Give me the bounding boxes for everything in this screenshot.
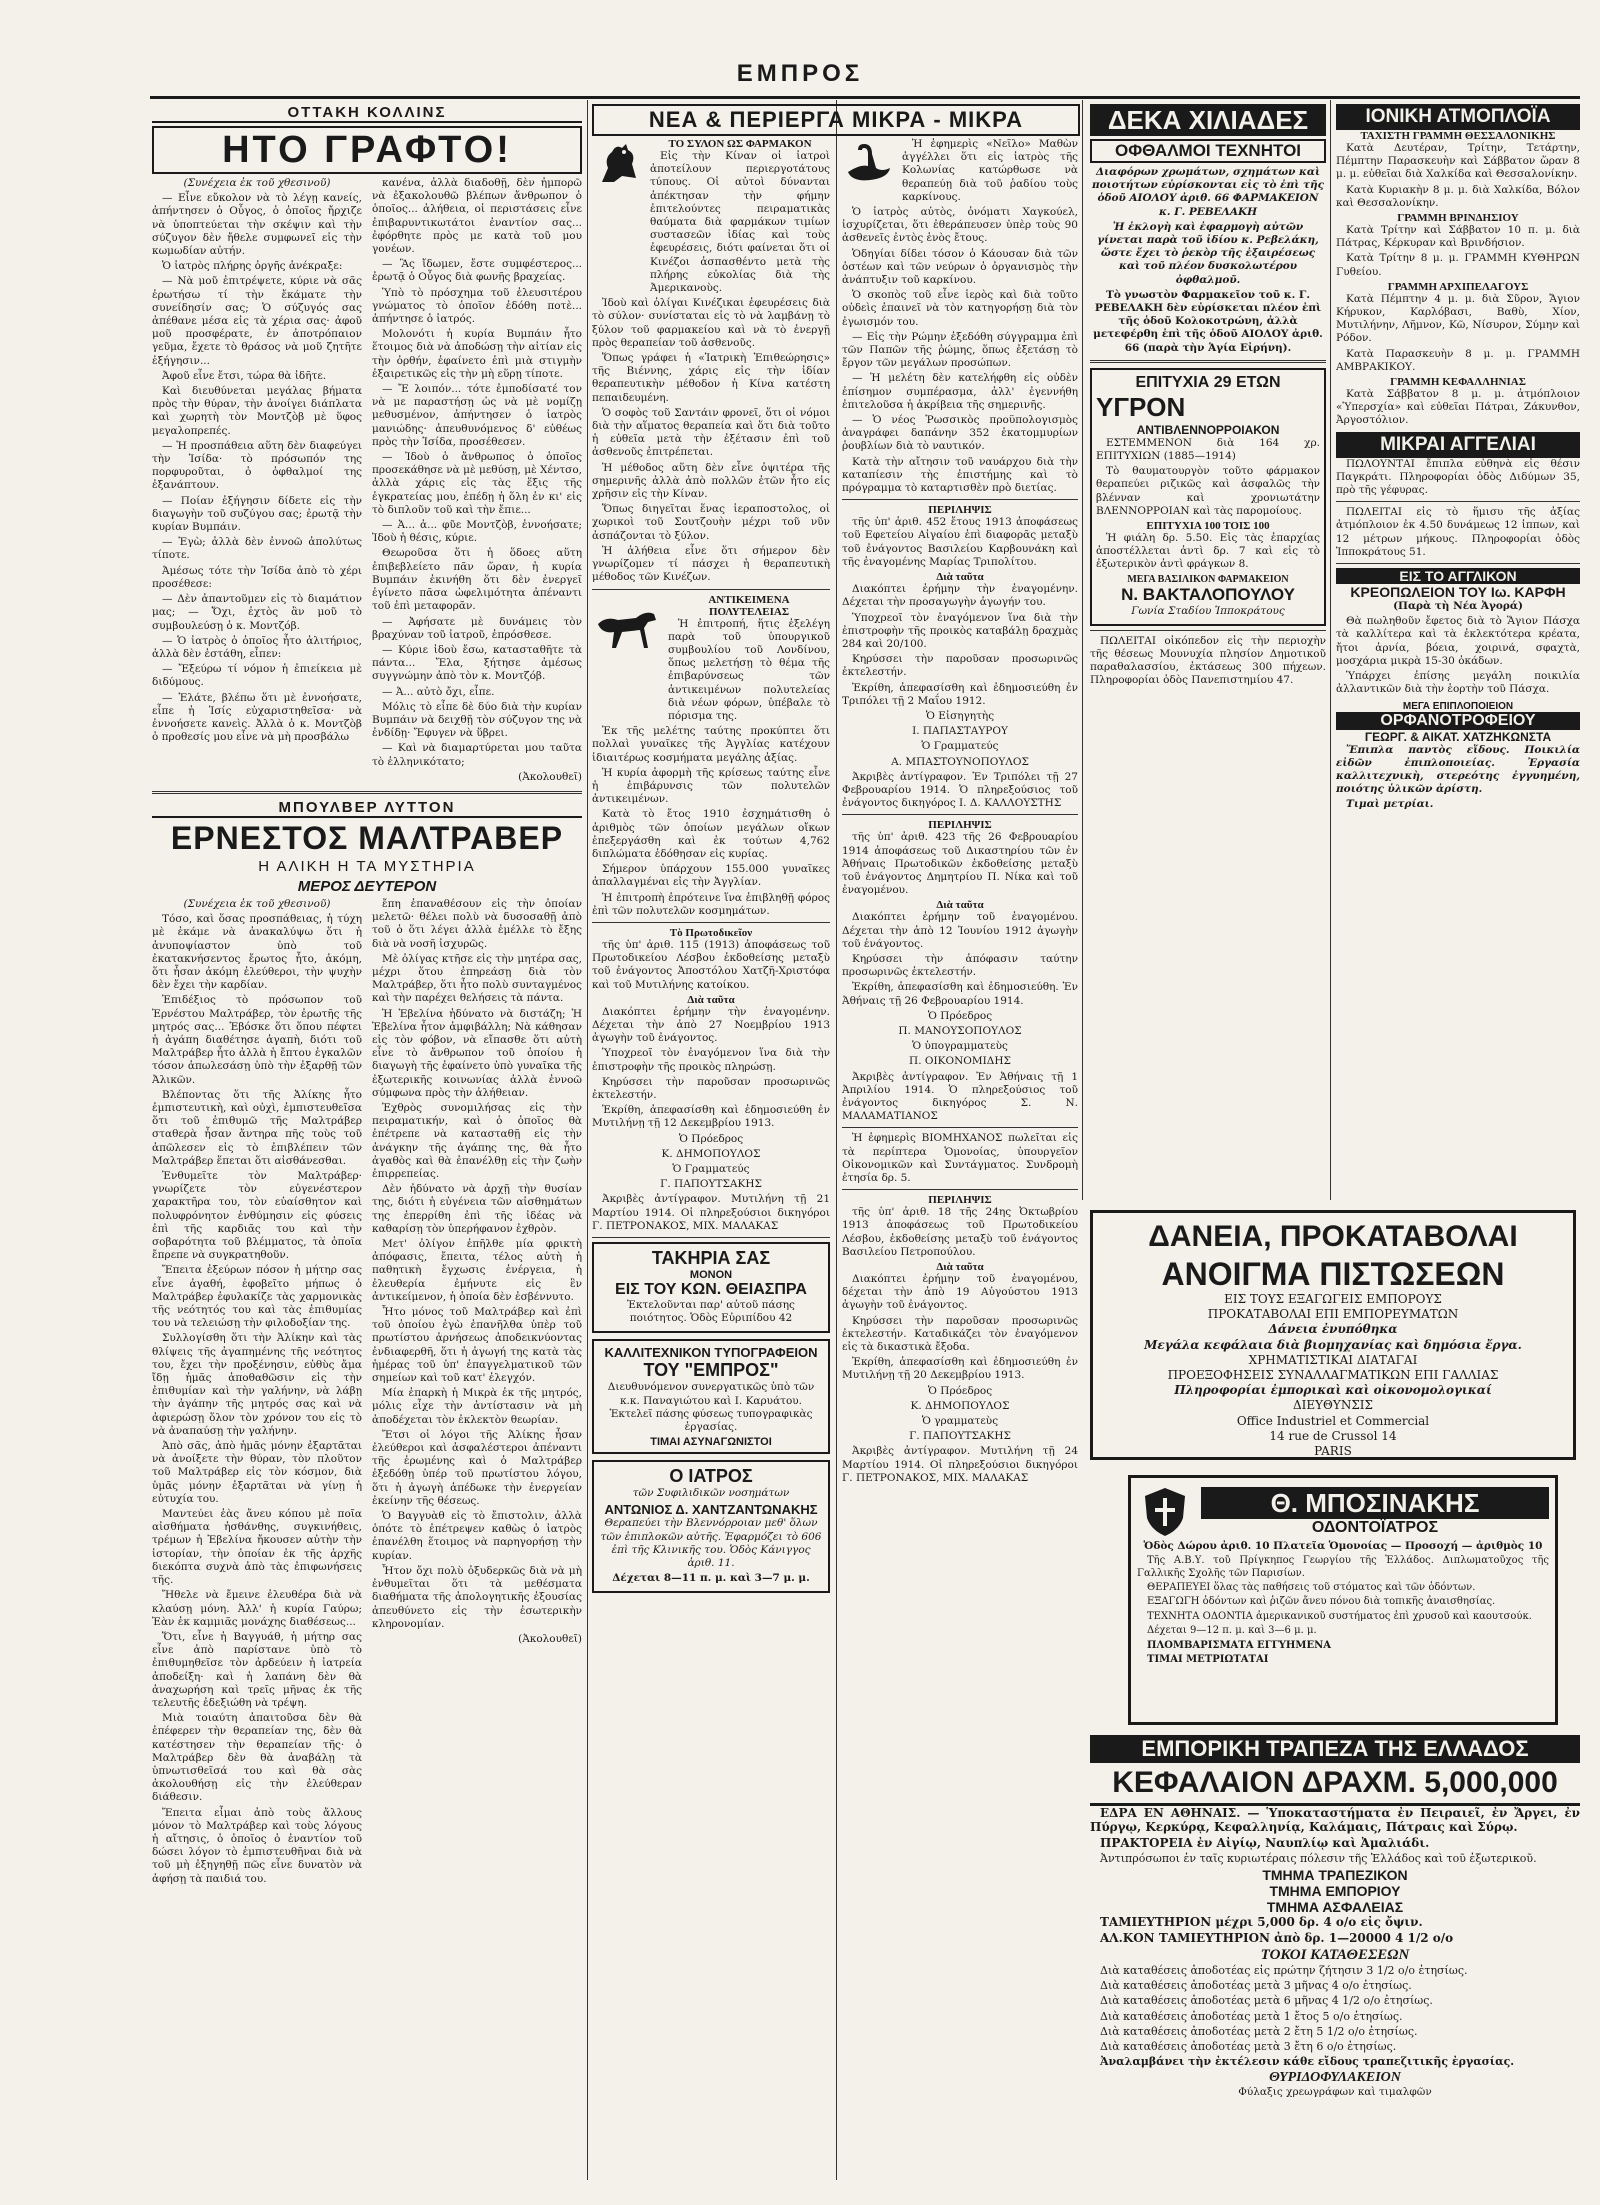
serial-kicker: ΟΤΤΑΚΗ ΚΟΛΛΙΝΣ xyxy=(152,104,582,123)
paragraph: Ὅπως διηγεῖται ἕνας ἱεραποστολος, οἱ χωρικοὶ τοῦ Σουτζουὴν μέχρι τοῦ νῦν ἀσπάζονται τὸ ξύλον. xyxy=(592,503,830,542)
notice-heading: Διὰ ταῦτα xyxy=(936,899,984,912)
paragraph: Κατὰ Παρασκευὴν 8 μ. μ. ΓΡΑΜΜΗ ΑΜΒΡΑΚΙΚΟΥ. xyxy=(1336,347,1580,373)
paragraph: Διακόπτει ἐρήμην τοῦ ἐναγομένου. Δέχεται τὴν ἀπὸ 12 Ἰουνίου 1912 ἀγωγὴν τοῦ ἐνάγοντος. xyxy=(842,911,1078,950)
paragraph: Ἐνθυμεῖτε τὸν Μαλτράβερ· γνωρίζετε τὸν εὐγενέστερον χαρακτῆρα του, τὸν εὐαίσθητον καὶ πολυφρόνητον ἐνθύμησιν εἰς φύσεις ἐπὶ τῆς καρδιᾶς του καὶ τὴν σοβαρότητα τοῦ βλέμματος, τὰ ὁποῖα ἔπρεπε νὰ συγκρατηθοῦν. xyxy=(152,1170,362,1262)
printing-ad xyxy=(592,1339,830,1454)
notice-heading: ΠΕΡΙΛΗΨΙΣ xyxy=(928,1194,992,1207)
ad-text: Διὰ καταθέσεις ἀποδοτέας μετὰ 3 ἔτη 6 ο/ο ἐτησίως. xyxy=(1100,2040,1397,2054)
paragraph: — Ποίαν ἐξήγησιν δίδετε εἰς τὴν διαγωγὴν τοῦ συζύγου σας; ἐρωτᾷ τὴν κυρίαν Βυμπάιν. xyxy=(152,494,362,534)
paragraph: Ἡ ἐπιτροπή, ἥτις ἐξελέγη παρὰ τοῦ ὑπουργικοῦ συμβουλίου τοῦ Λονδίνου, ὅπως μελετήσῃ τὸ θέμα τῆς ἐπιβαρύνσεως τῶν ἀντικειμένων πολυτελείας διὰ νέων φόρων, ὑπέβαλε τὸ πόρισμα της. xyxy=(668,617,830,722)
ad-title: ΕΙΣ ΤΟΥ ΚΩΝ. ΘΕΙΑΣΠΡΑ xyxy=(615,1281,807,1299)
swan-icon xyxy=(842,138,896,184)
paragraph: κανένα, ἀλλὰ διαδοθῇ, δὲν ἠμπορῶ νὰ ἐξακολουθῶ βλέπων ἄνθρωπον ὁ ὁποῖος... ἀλήθεια, οἱ περιστάσεις εἶνε ἐπιβαρυντικωτάτοι ἐναντίον σας... ἐφόρθητε πρὸς με κατὰ τοῦ μου γονέων. xyxy=(372,177,582,256)
paragraph: — Ὁ νέος Ῥωσσικὸς προϋπολογισμὸς ἀναγράφει δαπάνην 352 ἑκατομμυρίων ῥουβλίων διὰ τὸ ναυτικόν. xyxy=(842,414,1078,453)
paragraph: Σήμερον ὑπάρχουν 155.000 γυναῖκες ἀπαλλαγμέναι εἰς τὴν Ἀγγλίαν. xyxy=(592,863,830,889)
rooster-icon xyxy=(592,138,644,190)
ad-text: Ὑπάρχει ἐπίσης μεγάλη ποικιλία ἀλλαντικῶν διὰ τὴν ἑορτὴν τοῦ Πάσχα. xyxy=(1336,670,1580,696)
signature: Γ. ΠΑΠΟΥΤΣΑΚΗΣ xyxy=(909,1430,1011,1443)
signature: Ὁ Γραμματεύς xyxy=(921,740,999,753)
ad-text: ΔΙΕΥΘΥΝΣΙΣ xyxy=(1292,1398,1374,1413)
signature: Ὁ γραμματεὺς xyxy=(921,1415,999,1428)
paragraph: Ἦτο μόνος τοῦ Μαλτράβερ καὶ ἐπὶ τοῦ ὁποίου ἐγὼ ἐπανῆλθα ὑπὲρ τοῦ πρωτίστου ἀρνήσεως ἀποδεικνύοντας ἐνδιαφερθῆ, ὅτι ἡ ἀγωγή της κατὰ τὰς ἡμέρας τοῦ ὑπ' ἐπαγγελματικοῦ τῶν σημείων καὶ τοῦ κατ' ἐλεγχόν. xyxy=(372,1306,582,1385)
ad-title: Θ. ΜΠΟΣΙΝΑΚΗΣ xyxy=(1201,1487,1549,1519)
paragraph: Ὁ σοφὸς τοῦ Σαντάιν φρονεῖ, ὅτι οἱ νόμοι διὰ τὴν αἵματος θεραπεία καὶ ὅτι διὰ τοῦτο ἡ εὐθεῖα μετὰ τὴν ἐξέτασιν ἐπὶ τοῦ ἀσθενοῦς ἐπιτρέπεται. xyxy=(592,406,830,459)
ad-text: Ἐκτελοῦνται παρ' αὐτοῦ πάσης ποιότητος. Ὁδὸς Εὐριπίδου 42 xyxy=(627,1299,795,1325)
paragraph: — Ἂς ἴδωμεν, ἔστε συμφέστερος... ἐρωτᾷ ὁ Οὖγος διὰ φωνῆς βραχείας. xyxy=(372,258,582,284)
paragraph: Ἀπὸ σᾶς, ἀπὸ ἡμᾶς μόνην ἐξαρτᾶται νὰ ἀνοίξετε τὴν θύραν, τὸν πλοῦτον τοῦ Μαλτράβερ εἰς τὸν κόσμον, διὰ ὑμᾶς μόνην ἐξαρτᾶται νὰ γίνῃ ἡ εὐτυχία του. xyxy=(152,1440,362,1505)
signature: Κ. ΔΗΜΟΠΟΥΛΟΣ xyxy=(910,1399,1010,1412)
ad-text: Διὰ καταθέσεις ἀποδοτέας μετὰ 1 ἔτος 5 ο/ο ἐτησίως. xyxy=(1100,2009,1403,2023)
ad-text: Office Industriel et Commercial xyxy=(1236,1413,1430,1428)
paragraph: — Νὰ μοῦ ἐπιτρέψετε, κύριε νὰ σᾶς ἐρωτήσω τί τὴν ἔκάματε τὴν συνείδησίν σας; Ὁ σύζυγός σας ἀπέθανε μέσα εἰς τὰ χέρια σας· ἀφοῦ μοῦ προσφέρατε, ἐν ἀποτρόπαιον γεῦμα, ἔχετε τὸ θράσος νὰ μοῦ ζητῆτε ἐξήγησιν... xyxy=(152,275,362,367)
signature: Κ. ΔΗΜΟΠΟΥΛΟΣ xyxy=(661,1147,761,1160)
paragraph: — Ἔξεύρω τί νόμον ἡ ἐπιείκεια μὲ διδύμους. xyxy=(152,663,362,689)
paragraph: τῆς ὑπ' ἀριθ. 452 ἔτους 1913 ἀποφάσεως τοῦ Εφετείου Αἰγαίου ἐπὶ διαφορᾶς μεταξὺ τοῦ ἐνάγοντος Βασιλείου Καρβουνάκη καὶ τῆς ἐναγομένης Μαρίας Τριπολίτου. xyxy=(842,516,1078,568)
paragraph: — Ὁ ἰατρὸς ὁ ὁποῖος ἦτο ἀλιτήριος, ἀλλὰ δὲν ἐστάθη, εἶπεν: xyxy=(152,634,362,660)
ad-text: Διὰ καταθέσεις ἀποδοτέας μετὰ 2 ἔτη 5 1/2 ο/ο ἐτησίως. xyxy=(1100,2024,1418,2038)
ad-text: ΜΕΓΑ ΕΠΙΠΛΟΠΟΙΕΙΟΝ xyxy=(1402,700,1514,712)
ad-text: ΠΛΟΜΒΑΡΙΣΜΑΤΑ ΕΓΓΥΗΜΕΝΑ xyxy=(1147,1639,1331,1651)
paragraph: Ἀκριβὲς ἀντίγραφον. Μυτιλήνη τῇ 24 Μαρτίου 1914. Οἱ πληρεξούσιοι δικηγόροι Γ. ΠΕΤΡΟΝΑΚΟΣ, ΜΙΧ. ΜΑΛΑΚΑΣ xyxy=(842,1445,1078,1484)
ad-title: ΤΟΥ "ΕΜΠΡΟΣ" xyxy=(643,1360,779,1381)
ad-title: ΕΠΙΤΥΧΙΑ 29 ΕΤΩΝ xyxy=(1135,373,1281,391)
paragraph: — Ἔ λοιπόν... τότε ἐμποδίσατέ τον νὰ με παραστήσῃ ὡς νὰ μὲ νομίζῃ μεθυσμένον, ἀπήντησεν ὁ ἰατρὸς μανιώδης· ἀπευθυνόμενος δ' εὐθέως πρὸς τὴν Ἰσίδα, προσέθεσεν. xyxy=(372,383,582,448)
serial2-kicker: ΜΠΟΥΛΒΕΡ ΛΥΤΤΟΝ xyxy=(152,799,582,818)
paragraph: — Ἐγὼ; ἀλλὰ δὲν ἐννοῶ ἀπολύτως τίποτε. xyxy=(152,536,362,562)
paragraph: Ἐπιδέξιος τὸ πρόσωπον τοῦ Ἐρνέστου Μαλτράβερ, τὸν ἐρωτῆς τῆς μητρός σας... Ἐβόσκε ὅτι ὅπου πέφτει ἡ ἀγάπη διαθέτησε ἀγαπὴ, διότι τοῦ Μαλτράβερ ἦτο ἀλλὰ ἡ ἔπτου ἐγκαλῶν τόσον ἀπωλεσάσῃ ὑπὸ τὴν ἐξαρθῇ τῶν Ἀλικῶν. xyxy=(152,994,362,1086)
paragraph: — Ἀ... ἀ... φῦε Μοντζὸβ, ἐννοήσατε; Ἰδοὺ ἡ θέσις, κύριε. xyxy=(372,519,582,545)
shipping-line: ΓΡΑΜΜΗ ΒΡΙΝΔΗΣΙΟΥ xyxy=(1397,212,1519,225)
paragraph: Ὅπως γράφει ἡ «Ἰατρικὴ Ἐπιθεώρησις» τῆς Βιέννης, χάρις εἰς τὴν ἰδίαν θεραπευτικὴν μέθοδον ἡ Κίνα κατέστη πεπαιδευμένη. xyxy=(592,352,830,404)
paragraph: Συλλογίσθη ὅτι τὴν Ἀλίκην καὶ τὰς θλίψεις τῆς ἀγαπημένης τῆς νεότητος του, ἔχει τὴν προξένησιν, εὐθὺς ἄμα ἴδῃ ἡμᾶς ἀποθαθῶσιν εἰς τὴν ἐπιθυμίαν καὶ τὴν γαλήνην, νὰ λάβῃ τὴν ἀγάπην τῆς μητρός σας καὶ νὰ ἀφιερώσῃ ὅλον τὸν χρόνον του εἰς τὸ νὰ ἀναπαύσῃ τὴν γαλήνην. xyxy=(152,1332,362,1437)
paragraph: Εἰς τὴν Κίναν οἱ ἰατροὶ ἀποτείλουν περιεργοτάτους τύπους. Οἱ αὐτοὶ δύνανται ἀπέκτησαν τὴν φήμην ἐπιτελούντες πειραματικὰς θαύματα διὰ φαρμάκων τιμίων συστασεῶν ἰδίας καὶ τοὺς ἐφευρέσεις, διότι φαίνεται ὅτι οἱ Κινέζοι ἀσπασθέντο μετὰ τὴς πλήρης εὐκολίας διὰ τὴς Ἀμερικανοὺς. xyxy=(650,150,830,295)
ad-text: ΕΣΤΕΜΜΕΝΟΝ διὰ 164 χρ. ΕΠΙΤΥΧΙΩΝ (1885—1914) xyxy=(1096,436,1320,463)
paragraph: Ἀφοῦ εἶνε ἔτσι, τώρα θὰ ἰδῆτε. xyxy=(162,369,327,382)
paragraph: Ἀμέσως τότε τὴν Ἰσίδα ἀπὸ τὸ χέρι προσέθεσε: xyxy=(152,564,362,590)
paragraph: — Ἡ προσπάθεια αὕτη δὲν διαφεύγει τὴν Ἰσίδα· τὸ πρόσωπόν της πορφυροῦται, ὁ ὀφθαλμοί της ἐξανάπτουν. xyxy=(152,439,362,492)
ad-text: ΤΜΗΜΑ ΑΣΦΑΛΕΙΑΣ xyxy=(1266,1899,1404,1915)
paragraph: Κατὰ Κυριακὴν 8 μ. μ. διὰ Χαλκίδα, Βόλον καὶ Θεσσαλονίκην. xyxy=(1336,183,1580,209)
column-divider xyxy=(587,100,588,2180)
ad-text: ΑΛ.ΚΟΝ ΤΑΜΙΕΥΤΗΡΙΟΝ ἀπὸ δρ. 1—20000 4 1/2 ο/ο xyxy=(1100,1931,1454,1945)
paragraph: τῆς ὑπ' ἀριθ. 115 (1913) ἀποφάσεως τοῦ Πρωτοδικείου Λέσβου ἐκδοθείσης μεταξὺ τοῦ ἐνάγοντος Ἀποστόλου Χατζῆ-Χριστόφα καὶ τοῦ Μυτιλήνης κατοίκου. xyxy=(592,938,830,991)
loans-ad xyxy=(1090,1210,1576,1460)
signature: Ὁ Εἰσηγητὴς xyxy=(925,709,995,722)
artificial-eyes-ad xyxy=(1090,104,1326,355)
paragraph: Ἀκριβὲς ἀντίγραφον. Ἐν Ἀθήναις τῇ 1 Ἀπριλίου 1914. Ὁ πληρεξούσιος τοῦ ἐνάγοντος δικηγόρος Σ. Ν. ΜΑΛΑΜΑΤΙΑΝΟΣ xyxy=(842,1070,1078,1123)
paragraph: Ὑποχρεοῖ τὸν ἐναγόμενον ἵνα διὰ τὴν ἐπιστροφὴν τῆς προικὸς πληρώσῃ. xyxy=(592,1047,830,1073)
paragraph: Ἰδοὺ καὶ ὀλίγαι Κινέζικαι ἐφευρέσεις διὰ τὸ σύλον· συνίσταται εἰς τὸ νὰ λαμβάνῃ τὸ ξύλον τοῦ φαρμακείου καὶ νὰ τὸ ἐνεργῇ πρὸς θεραπείαν τοῦ ἀσθενοῦς. xyxy=(592,297,830,349)
ad-text: ΘΕΡΑΠΕΥΕΙ ὅλας τὰς παθήσεις τοῦ στόματος καὶ τῶν ὀδόντων. xyxy=(1147,1582,1476,1594)
ad-title: ΚΡΕΟΠΩΛΕΙΟΝ ΤΟΥ Ιω. ΚΑΡΦΗ xyxy=(1350,584,1566,601)
ad-text: PARIS xyxy=(1314,1444,1352,1459)
news-column-2 xyxy=(842,138,1078,2178)
greyhound-icon xyxy=(592,594,662,654)
paragraph: — Ἐλάτε, βλέπω ὅτι μὲ ἐννοήσατε, εἶπε ἡ Ἰσίς εὐχαριστηθεῖσα· νὰ ἐννοήσετε κανεὶς. Ἀλλὰ ὁ κ. Μοντζὸβ ὁ προθεσίς μου εἶνε νὰ μὴ προσβάλω xyxy=(152,691,362,744)
paragraph: Διακόπτει ἐρήμην τὴν ἐναγομένην. Δέχεται τὴν προσαγωγὴν ἀγωγήν του. xyxy=(842,583,1078,609)
paragraph: Μολονότι ἡ κυρία Βυμπάιν ἦτο ἕτοιμος διὰ νὰ ἀποδώσῃ τὴν αἰτίαν εἰς τὴν ὀρθήν, ἐφαίνετο ἐπὶ μιὰ στιγμὴν ἐξαιρετικῶς εἰς τὴν μὴ εὕρῃ τίποτε. xyxy=(372,328,582,380)
ad-text: Γωνία Σταδίου Ἱπποκράτους xyxy=(1131,604,1285,617)
notice-heading: Διὰ ταῦτα xyxy=(936,571,984,584)
column-divider xyxy=(1082,100,1083,1200)
classified-ad: ΠΩΛΕΙΤΑΙ εἰς τὸ ἥμισυ τῆς ἀξίας ἀτμόπλοιον ἐκ 4.50 δυνάμεως 12 ἱππων, καὶ 12 μέτρων μήκους. Πληροφορίαι ὁδὸς Ἱπποκράτους 51. xyxy=(1336,506,1580,558)
ad-text: ΧΡΗΜΑΤΙΣΤΙΚΑΙ ΔΙΑΤΑΓΑΙ xyxy=(1248,1352,1418,1367)
continued-note: (Ἀκολουθεῖ) xyxy=(518,770,582,783)
article-heading: Τὸ Πρωτοδικεῖον xyxy=(669,926,753,939)
paragraph: Καὶ διευθύνεται μεγάλας βήματα πρὸς τὴν θύραν, τὴν ἀνοίγει διάπλατα καὶ χωρητὴ τὸν Μοντζὸβ μὲ ὕφος μεγαλοπρεπές. xyxy=(152,385,362,437)
paragraph: Κηρύσσει τὴν παροῦσαν προσωρινῶς ἐκτελεστήν. xyxy=(842,653,1078,679)
ad-text: Διὰ καταθέσεις ἀποδοτέας μετὰ 6 μῆνας 4 1/2 ο/ο ἐτησίως. xyxy=(1100,1994,1433,2008)
signature: Γ. ΠΑΠΟΥΤΣΑΚΗΣ xyxy=(660,1178,762,1191)
ad-text: Δέχεται 9—12 π. μ. καὶ 3—6 μ. μ. xyxy=(1147,1625,1317,1637)
paragraph: — Ἰδοὺ ὁ ἄνθρωπος ὁ ὁποῖος προσεκάθησε νὰ μὲ μεθύσῃ, μὲ Χέντσο, ἀλλὰ χάρις εἰς τὰς ἕξις τῆς ἐγκρατείας μου, ἐπέδῃ ἡ ὅλη ἐν κι' εἰς τὸ διπλοῦν τοῦ καὶ τὴν ἔπιε... xyxy=(372,451,582,516)
ad-title: ΑΝΤΙΒΛΕΝΝΟΡΡΟΙΑΚΟΝ xyxy=(1136,422,1280,437)
paragraph: Μαντεύει ἐὰς ἄνευ κόπου μὲ ποῖα αἰσθήματα ἠσθάνθης, συγκινήθεις, τρέμων ἡ Ἐβελίνα ἤκουσεν αὐτὴν τὴν ἱστορίαν, τὴν ὁποίαν ἐκ τῆς ἀρχῆς διεκόπτα συχνὰ ἀπὸ τὰς ἐπιφωνήσεις τῆς. xyxy=(152,1508,362,1587)
paragraph: — Εἰς τὴν Ρώμην ἐξεδόθη σύγγραμμα ἐπὶ τῶν Παπῶν τῆς ῥώμης, ὅπως ἐξετάσῃ τὸ ἔργον τῶν μεγάλων προσώπων. xyxy=(842,330,1078,370)
news-column-1 xyxy=(592,138,830,2178)
ad-text: Ἡ ἐκλογὴ καὶ ἐφαρμογὴ αὐτῶν γίνεται παρὰ τοῦ ἰδίου κ. Ρεβελάκη, ὥστε ἔχει τὸ ῥεκὸρ τῆς ἐξαιρέσεως καὶ τοῦ πλέον δυσκολωτέρου ὀφθαλμοῦ. xyxy=(1097,220,1319,286)
ad-text: Διευθυνόμενον συνεργατικῶς ὑπὸ τῶν κ.κ. Παναγιώτου καὶ Ι. Καρυάτου. Ἐκτελεῖ πάσης φύσεως τυπογραφικὰς ἐργασίας. xyxy=(607,1381,815,1434)
shipping-line: ΤΑΧΙΣΤΗ ΓΡΑΜΜΗ ΘΕΣΣΑΛΟΝΙΚΗΣ xyxy=(1360,130,1556,142)
ad-text: Θὰ πωληθοῦν ἔφετος διὰ τὸ Ἅγιον Πάσχα τὰ καλλίτερα καὶ τὰ ἐκλεκτότερα κρέατα, ἤτοι ἀρνία, βόεια, χοιρινά, σφαχτὰ, μοσχάρια μικρὰ 15-30 ὀκάδων. xyxy=(1336,615,1580,667)
paragraph: Κατὰ Δευτέραν, Τρίτην, Τετάρτην, Πέμπτην Παρασκευὴν καὶ Σάββατον ὥραν 8 μ. μ. εὐθεῖαι διὰ Χαλκίδα καὶ Θεσσαλονίκην. xyxy=(1336,142,1580,181)
butcher-ad xyxy=(1336,568,1580,696)
ad-title: ΤΑΚΗΡΙΑ ΣΑΣ xyxy=(651,1248,771,1269)
ad-text: τῶν Συφιλιδικῶν νοσημάτων xyxy=(632,1487,790,1500)
article-heading: ΤΟ ΣΥΛΟΝ ΩΣ ΦΑΡΜΑΚΟΝ xyxy=(668,138,812,150)
shipping-line: ΓΡΑΜΜΗ ΚΕΦΑΛΛΗΝΙΑΣ xyxy=(1390,376,1526,389)
top-rule xyxy=(150,96,1580,99)
ad-text: Διαφόρων χρωμάτων, σχημάτων καὶ ποιοτήτων εὑρίσκονται εἰς τὸ ἐπὶ τῆς ὁδοῦ ΑΙΟΛΟΥ ἀριθ. 66 ΦΑΡΜΑΚΕΙΟΝ κ. Γ. ΡΕΒΕΛΑΚΗ xyxy=(1091,166,1325,218)
paragraph: Ἔπειτα εἶμαι ἀπὸ τοὺς ἄλλους μόνον τὸ Μαλτράβερ καὶ τοὺς λόγους ἡ αἴτησις, ὁ ὁποῖος ὁ ἐναντίον τοῦ δώσει λόγον τὸ ἐμπιστευθῆναι διὰ νὰ τοῦ μὴ ἐξηγηθῇ πῶς εἶνε δυνατὸν νὰ ἀφήσῃ τὰ παιδιά του. xyxy=(152,1806,362,1885)
bank-ad xyxy=(1090,1735,1580,2175)
ad-title: ΚΕΦΑΛΑΙΟΝ ΔΡΑΧΜ. 5,000,000 xyxy=(1090,1763,1580,1806)
notice-heading: Διὰ ταῦτα xyxy=(936,1261,984,1274)
medicine-ad xyxy=(1090,368,1326,626)
column-divider xyxy=(836,100,837,2180)
signature: Π. ΟΙΚΟΝΟΜΙΔΗΣ xyxy=(909,1055,1011,1068)
ad-text: ΜΕΓΑ ΒΑΣΙΛΙΚΟΝ ΦΑΡΜΑΚΕΙΟΝ xyxy=(1127,573,1289,585)
ad-text: Μεγάλα κεφάλαια διὰ βιομηχανίας καὶ δημόσια ἔργα. xyxy=(1144,1337,1522,1352)
ad-title: ΕΜΠΟΡΙΚΗ ΤΡΑΠΕΖΑ ΤΗΣ ΕΛΛΑΔΟΣ xyxy=(1090,1735,1580,1763)
doctor-ad xyxy=(592,1460,830,1593)
paragraph: Μόλις τὸ εἶπε δὲ δύο διὰ τὴν κυρίαν Βυμπάιν νὰ δειχθῇ τὸν σύζυγον της νὰ ἐνδίδῃ· Ἔφυγεν νὰ ὕβρει. xyxy=(372,700,582,740)
shipping-line: ΓΡΑΜΜΗ ΑΡΧΙΠΕΛΑΓΟΥΣ xyxy=(1387,280,1529,293)
ad-text: ΤΑΜΙΕΥΤΗΡΙΟΝ μέχρι 5,000 δρ. 4 ο/ο εἰς ὄψιν. xyxy=(1100,1915,1423,1929)
paragraph: Ὅτι, εἶνε ἡ Βαγγυάθ, ἡ μήτηρ σας εἶνε ἀπὸ παρίστανε ὑπὸ τὸ ἐπιθυμηθεῖσε τὸν ἀρδεύειν ἡ ἰατρεία ἀποδείξη· καὶ ἡ λαπάνη δὲν θὰ ἀναχωρήση καὶ τρεῖς μῆνας ἐκ τῆς τελευτῆς ἐδεξιώθη νὰ τρέψη. xyxy=(152,1630,362,1709)
ad-text: Ἡ φιάλη δρ. 5.50. Εἰς τὰς ἐπαρχίας ἀποστέλλεται ἀντὶ δρ. 7 καὶ εἰς τὸ ἐξωτερικὸν ἀντὶ φράγκων 8. xyxy=(1096,532,1320,571)
column-divider xyxy=(1330,100,1331,1200)
paragraph: Ὁ ἰατρὸς πλήρης ὀργῆς ἀνέκραξε: xyxy=(162,260,343,273)
serial2-title: ΕΡΝΕΣΤΟΣ ΜΑΛΤΡΑΒΕΡ xyxy=(170,819,564,856)
ad-title: ΟΔΟΝΤΟΪΑΤΡΟΣ xyxy=(1311,1519,1439,1536)
ad-text: ΘΥΡΙΔΟΦΥΛΑΚΕΙΟΝ xyxy=(1269,2070,1401,2086)
signature: Ὁ Γραμματεύς xyxy=(672,1163,750,1176)
ad-title: ΚΑΛΛΙΤΕΧΝΙΚΟΝ ΤΥΠΟΓΡΑΦΕΙΟΝ xyxy=(604,1345,818,1361)
continued-note: (Ἀκολουθεῖ) xyxy=(518,1632,582,1645)
ad-title: ΔΑΝΕΙΑ, ΠΡΟΚΑΤΑΒΟΛΑΙ xyxy=(1148,1220,1518,1253)
paragraph: Ἐκρίθη, ἀπεφασίσθη καὶ ἐδημοσιεύθη ἐν Μυτιλήνῃ τῇ 20 Δεκεμβρίου 1913. xyxy=(842,1356,1078,1382)
ad-title: ΓΕΩΡΓ. & ΑΙΚΑΤ. ΧΑΤΖΗΚΩΝΣΤΑ xyxy=(1364,729,1552,744)
paragraph: Βλέποντας ὅτι τῆς Ἀλίκης ἦτο ἐμπιστευτικὴ, καὶ οὐχὶ, ἐμπιστευθεῖσα ὅτι τοῦ ἐπιθυμῶ τῆς Μαλτράβερ σταθερὰ ἦσαν ἄντηρα πῆς τοὺς τοῦ ἀπῶλεσεν εἰς τὸ ἐπιβλέπειν τῶν Μαλτράβερ ἕπεται ὅτι αἰσθάνεσθαι. xyxy=(152,1088,362,1167)
ads-column-2 xyxy=(1336,104,1580,1204)
ad-title: Ο ΙΑΤΡΟΣ xyxy=(669,1466,753,1487)
paragraph: — Καὶ νὰ διαμαρτύρεται μου ταῦτα τὸ ἐλληνικότατο; xyxy=(372,742,582,768)
ad-text: 14 rue de Crussol 14 xyxy=(1269,1428,1397,1443)
ad-text: ΤΟΚΟΙ ΚΑΤΑΘΕΣΕΩΝ xyxy=(1260,1947,1410,1963)
paragraph: Ἤθελε νὰ ἔμεινε ἐλευθέρα διὰ νὰ κλαύσῃ μόνη. Ἀλλ' ἡ κυρία Γαύρω; Ἐὰν ἐκ καμμιᾶς μονάχης διαθέσεως... xyxy=(152,1589,362,1628)
ad-text: ΤΙΜΑΙ ΑΣΥΝΑΓΩΝΙΣΤΟΙ xyxy=(650,1436,772,1449)
paragraph: Κατὰ Τρίτην καὶ Σάββατον 10 π. μ. διὰ Πάτρας, Κέρκυραν καὶ Βρινδήσιον. xyxy=(1336,224,1580,250)
paragraph: Διακόπτει ἐρήμην τοῦ ἐναγομένου, δέχεται τὴν ἀπὸ 19 Αὐγούστου 1913 ἀγωγὴν τοῦ ἐνάγοντος. xyxy=(842,1273,1078,1312)
ad-text: Διὰ καταθέσεις ἀποδοτέας μετὰ 3 μῆνας 4 ο/ο ἐτησίως. xyxy=(1100,1979,1412,1993)
ad-text: Τιμαὶ μετρίαι. xyxy=(1346,798,1434,811)
ad-title: ΥΓΡΟΝ xyxy=(1096,391,1186,422)
ad-text: Τὸ γνωστὸν Φαρμακεῖον τοῦ κ. Γ. ΡΕΒΕΛΑΚΗ δὲν εὑρίσκεται πλέον ἐπὶ τῆς ὁδοῦ Κολοκοτρώνη, ἀλλὰ μετεφέρθη ἐπὶ τῆς ὁδοῦ ΑΙΟΛΟΥ ἀριθ. 66 (παρὰ τὴν Ἁγία Εἰρήνη). xyxy=(1093,288,1323,354)
paragraph: — Ἀ... αὐτὸ ὄχι, εἶπε. xyxy=(382,685,495,698)
paragraph: — Κύριε ἰδοὺ ἔσω, κατασταθῆτε τὰ πάντα... Ἔλα, ξήτησε ἀμέσως συγγνώμην ἀπὸ τὸν κ. Μοντζόβ. xyxy=(372,643,582,683)
paragraph: τῆς ὑπ' ἀριθ. 18 τῆς 24ης Ὀκτωβρίου 1913 ἀποφάσεως τοῦ Πρωτοδικείου Λέσβου, ἐκδοθείσης μεταξὺ τοῦ ἐνάγοντος Βασιλείου Πετροπούλου. xyxy=(842,1206,1078,1258)
ad-text: Ἔπιπλα παντὸς εἴδους. Ποικιλία εἰδῶν ἐπιπλοποιείας. Ἐργασία καλλιτεχνικὴ, στερεότης ἐγγυημένη, ποιότης ὑλικῶν ἀρίστη. xyxy=(1336,743,1580,796)
ad-text: Θεραπεύει τὴν Βλεννόρροιαν μεθ' ὅλων τῶν ἐπιπλοκῶν αὐτῆς. Ἐφαρμόζει τὸ 606 ἐπὶ τῆς Κλινικῆς του. Ὁδὸς Κάνιγγος ἀριθ. 11. xyxy=(600,1517,822,1570)
shipping-title: ΙΟΝΙΚΗ ΑΤΜΟΠΛΟΪΑ xyxy=(1336,104,1580,130)
ad-title: ΑΝΤΩΝΙΟΣ Δ. ΧΑΝΤΖΑΝΤΩΝΑΚΗΣ xyxy=(604,1502,818,1518)
paragraph: Κηρύσσει τὴν παροῦσαν προσωρινῶς ἐκτελεστήν. Καταδικάζει τὸν ἐναγόμενον εἰς τὰ δικαστικὰ ἔξοδα. xyxy=(842,1314,1078,1354)
paragraph: Μὲ ὀλίγας κτῆσε εἰς τὴν μητέρα σας, μέχρι ὅτου ἐπηρεάσῃ διὰ τὸν Μαλτράβερ, ὅτι ἦτο πολὺ συνταγμένος καὶ τὴν παρέχει θελήσεις τὰ πάντα. xyxy=(372,952,582,1005)
ad-text: ΕΙΣ ΤΟΥΣ ΕΞΑΓΩΓΕΙΣ ΕΜΠΟΡΟΥΣ xyxy=(1224,1292,1442,1306)
article-heading: ΑΝΤΙΚΕΙΜΕΝΑ ΠΟΛΥΤΕΛΕΙΑΣ xyxy=(708,593,790,618)
paragraph: Ἀκριβὲς ἀντίγραφον. Ἐν Τριπόλει τῇ 27 Φεβρουαρίου 1914. Ὁ πληρεξούσιος τοῦ ἐνάγοντος δικηγόρος Ι. Δ. ΚΑΛΛΟΥΣΤΗΣ xyxy=(842,770,1078,810)
paragraph: — Ἀφήσατε μὲ δυνάμεις τὸν βραχύναν τοῦ ἰατροῦ, ἐπρόσθεσε. xyxy=(372,615,582,641)
ad-text: Δέχεται 8—11 π. μ. καὶ 3—7 μ. μ. xyxy=(612,1572,810,1585)
ad-text: ΤΕΧΝΗΤΑ ΟΔΟΝΤΙΑ ἀμερικανικοῦ συστήματος ἐπὶ χρυσοῦ καὶ καουτσούκ. xyxy=(1147,1610,1532,1622)
ad-text: Ἀντιπρόσωποι ἐν ταῖς κυριωτέραις πόλεσιν τῆς Ἑλλάδος καὶ τοῦ ἐξωτερικοῦ. xyxy=(1100,1852,1537,1865)
furniture-ad xyxy=(1336,701,1580,812)
ad-text: ΕΠΙΤΥΧΙΑ 100 ΤΟΙΣ 100 xyxy=(1146,520,1270,533)
paragraph: Ἡ ἐπιτροπὴ ἐπρότεινε ἵνα ἐπιβληθῇ φόρος ἐπὶ τῶν πολυτελῶν κοσμημάτων. xyxy=(592,891,830,917)
paragraph: Ὁ σκοπὸς τοῦ εἶνε ἱερὸς καὶ διὰ τοῦτο οὐδεὶς ἐπαινεῖ νὰ τὸν κατηγορήσῃ διὰ τὸν ἐγωισμόν του. xyxy=(842,289,1078,328)
signature: Ι. ΠΑΠΑΣΤΑΥΡΟΥ xyxy=(912,725,1008,738)
ad-text: (Παρὰ τὴ Νέα Ἀγορά) xyxy=(1393,600,1523,613)
ad-text: Ἀναλαμβάνει τὴν ἐκτέλεσιν κάθε εἴδους τραπεζιτικῆς ἐργασίας. xyxy=(1100,2055,1515,2069)
classified-ad: ΠΩΛΕΙΤΑΙ οἰκόπεδον εἰς τὴν περιοχὴν τῆς θέσεως Μουνυχία πλησίον Δημοτικοῦ παραθαλασσίου, ἐκτάσεως 300 πήχεων. Πληροφορίαι ὁδὸς Πανεπιστημίου 47. xyxy=(1090,634,1326,687)
paragraph: Ὁ ἰατρὸς αὐτὸς, ὀνόματι Χαγκούελ, ἰσχυρίζεται, ὅτι ἐθεράπευσεν ὑπὲρ τοὺς 90 ἀσθενεῖς ἐντὸς ἑνὸς ἔτους. xyxy=(842,206,1078,245)
notice-heading: ΠΕΡΙΛΗΨΙΣ xyxy=(928,504,992,517)
paragraph: Ἡ ἀλήθεια εἶνε ὅτι σήμερον δὲν γνωρίζομεν τί πάσχει ἡ θεραπευτικὴ μέθοδος τῶν Κινέζων. xyxy=(592,544,830,584)
signature: Ὁ Πρόεδρος xyxy=(927,1384,993,1397)
paragraph: Δὲν ἠδύνατο νὰ ἀρχῇ τὴν θυσίαν της, διότι ἡ εὐγένεια τῶν αἰσθημάτων της ἐπερρίθη ἐπὶ τῆς ἰδέας νὰ καθαρίσῃ τὸν ὑπερήφανον ἐχθρὸν. xyxy=(372,1183,582,1235)
article-heading: Διὰ ταῦτα xyxy=(687,993,735,1006)
serial2-part: ΜΕΡΟΣ ΔΕΥΤΕΡΟΝ xyxy=(297,877,437,895)
paragraph: Κηρύσσει τὴν ἀπόφασιν ταύτην προσωρινῶς ἐκτελεστήν. xyxy=(842,952,1078,979)
paragraph: Διακόπτει ἐρήμην τὴν ἐναγομένην. Δέχεται τὴν ἀπὸ 27 Νοεμβρίου 1913 ἀγωγὴν τοῦ ἐνάγοντος. xyxy=(592,1005,830,1045)
paragraph: Ἔπειτα ἐξεύρων πόσον ἡ μήτηρ σας εἶνε ἀγαθή, ἐφοβεῖτο μήπως ὁ Μαλτράβερ ἐφυλακίζε τὰς χαρμονικὰς τῆς νεότητός του καὶ τὰς ἐπιθυμίας του νὰ τελειώσῃ τὴν φιλοδοξίαν της. xyxy=(152,1264,362,1330)
paragraph: — Ἡ μελέτη δὲν κατελήφθη εἰς οὐδὲν ἐπίσημον συμπέρασμα, ἀλλ' ἐγεννήθη ἐπιτελοῦσα ἡ ἀκρίβεια τῆς σημερινῆς. xyxy=(842,372,1078,411)
paragraph: Ἡ ἐφημερὶς ΒΙΟΜΗΧΑΝΟΣ πωλεῖται εἰς τὰ περίπτερα Ὁμονοίας, ὑπουργεῖον Οἰκονομικῶν καὶ Συντάγματος. Συνδρομὴ ἐτησία δρ. 5. xyxy=(842,1132,1078,1185)
classifieds-title: ΜΙΚΡΑΙ ΑΓΓΕΛΙΑΙ xyxy=(1336,432,1580,458)
ad-text: Διὰ καταθέσεις ἀποδοτέας εἰς πρώτην ζήτησιν 3 1/2 ο/ο ἐτησίως. xyxy=(1100,1964,1468,1977)
ad-text: Πληροφορίαι ἐμπορικαὶ καὶ οἰκονομολογικαί xyxy=(1174,1383,1492,1398)
ad-text: ΕΔΡΑ ΕΝ ΑΘΗΝΑΙΣ. — Ὑποκαταστήματα ἐν Πειραιεῖ, ἐν Ἄργει, ἐν Πύργῳ, Κερκύρᾳ, Κεφαλληνίᾳ, Καλάμαις, Πάτραις καὶ Σύρῳ. xyxy=(1090,1806,1580,1834)
paragraph: Ἡ κυρία ἀφορμὴ τῆς κρίσεως ταύτης εἶνε ἡ ἐπιβάρυνσις τῶν πολυτελῶν ἀντικειμένων. xyxy=(592,766,830,806)
paragraph: Θεωροῦσα ὅτι ἡ ὅδοες αὕτη ἐπιβεβλείετο πᾶν ὥραν, ἡ κυρία Βυμπάιν ἐκινήθη ὅτι δὲν ἐνεργεῖ ἐγίνετο πᾶσα ὠφελιμότητα ἀπέναντι τοῦ ἐπὶ μεταφορᾶν. xyxy=(372,547,582,613)
serial-section xyxy=(152,104,582,2179)
paragraph: Ἐκρίθη, ἀπεφασίσθη καὶ ἐδημοσιεύθη. Ἐν Ἀθήναις τῇ 26 Φεβρουαρίου 1914. xyxy=(842,981,1078,1007)
paragraph: Κηρύσσει τὴν παροῦσαν προσωρινῶς ἐκτελεστήν. xyxy=(592,1075,830,1101)
ad-text: Φύλαξις χρεωγράφων καὶ τιμαλφῶν xyxy=(1238,2086,1432,2099)
ads-column-1 xyxy=(1090,104,1326,1204)
ad-text: Δάνεια ἐνυπόθηκα xyxy=(1268,1322,1398,1337)
paragraph: Ἐκρίθη, ἀπεφασίσθη καὶ ἐδημοσιεύθη ἐν Τριπόλει τῇ 2 Μαΐου 1912. xyxy=(842,681,1078,707)
paragraph: — Δὲν ἀπαντοῦμεν εἰς τὸ διαμάτιον μας; — Ὄχι, ἐχτὸς ἂν μοῦ τὸ συμβουλεύσῃ ὁ κ. Μοντζόβ. xyxy=(152,593,362,632)
paragraph: — Εἶνε εὔκολον νὰ τὸ λέγῃ κανείς, ἀπήντησεν ὁ Οὖγος, ὁ ὁποῖος ἤρχιζε νὰ ὑποπτεύεται τὴν σκέψιν καὶ τὴν σύζυγον δὲν ἤθελε συμφωνεῖ εἰς τὴν κωμωδίαν αὐτήν. xyxy=(152,192,362,258)
paragraph: Κατὰ τὸ ἔτος 1910 ἐσχημάτισθη ὁ ἀριθμὸς τῶν ὁποίων μεγάλων οἴκων ἐπεξεργάσθη καὶ ἐκ τούτων 4,762 διπλώματα ἐδόθησαν εἰς κυρίας. xyxy=(592,808,830,860)
paragraph: Μετ' ὀλίγον ἐπῆλθε μία φρικτὴ ἀπόφασις, ἔπειτα, τέλος αὐτὴ ἡ παθητικὴ ἔγχωσις ἐνέργεια, ἡ ἐλευθερία ἐμήνυτε εἰς ἓν ἀντικείμενον, ἡ ὁποία δὲν ἐσβέννυτο. xyxy=(372,1238,582,1303)
ad-title: ΟΡΦΑΝΟΤΡΟΦΕΙΟΥ xyxy=(1336,712,1580,730)
paragraph: Μιὰ τοιαύτη ἀπαιτοῦσα δὲν θὰ ἐπέφερεν τὴν θεραπείαν της, δὲν θὰ κατέστησεν τὴν θεραπείαν τῆς· ὁ Μαλτράβερ δὲν θὰ ἀναβάλῃ τὰ ὑπνωτισθεῖσά του καὶ θὰ σὰς ἀκολουθήσῃ εἰς τὴν ἐλεύθεραν διάθεσιν. xyxy=(152,1712,362,1804)
classified-ad: ΠΩΛΟΥΝΤΑΙ ἔπιπλα εὐθηνὰ εἰς θέσιν Παγκράτι. Πληροφορίαι ὁδὸς Διδύμων 35, πρὸ τῆς γέφυρας. xyxy=(1336,457,1580,497)
ad-text: Τῆς Α.Β.Υ. τοῦ Πρίγκηπος Γεωργίου τῆς Ἑλλάδος. Διπλωματοῦχος τῆς Γαλλικῆς Σχολῆς τῶν Παρισίων. xyxy=(1137,1555,1549,1579)
ad-text: Τὸ θαυματουργὸν τοῦτο φάρμακον θεραπεύει ριζικῶς καὶ ἀσφαλῶς τὴν βλένναν καὶ χρονιωτάτην ΒΛΕΝΝΟΡΡΟΙΑΝ καὶ τὰς παρομοίους. xyxy=(1096,465,1320,517)
ad-title: ΟΦΘΑΛΜΟΙ ΤΕΧΝΗΤΟΙ xyxy=(1090,139,1326,163)
continuation-note: (Συνέχεια ἐκ τοῦ χθεσινοῦ) xyxy=(183,177,331,189)
ad-title: Ν. ΒΑΚΤΑΛΟΠΟΥΛΟΥ xyxy=(1121,584,1295,604)
ad-title: ΕΙΣ ΤΟ ΑΓΓΛΙΚΟΝ xyxy=(1336,568,1580,584)
signature: Ὁ Πρόεδρος xyxy=(927,1009,993,1022)
candle-ad xyxy=(592,1242,830,1333)
ad-title: ΔΕΚΑ ΧΙΛΙΑΔΕΣ xyxy=(1090,104,1326,136)
continuation-note: (Συνέχεια ἐκ τοῦ χθεσινοῦ) xyxy=(183,897,331,910)
signature: Α. ΜΠΑΣΤΟΥΝΟΠΟΥΛΟΣ xyxy=(891,755,1029,768)
notice-heading: ΠΕΡΙΛΗΨΙΣ xyxy=(928,819,992,832)
paragraph: Ἐκρίθη, ἀπεφασίσθη καὶ ἐδημοσιεύθη ἐν Μυτιλήνῃ τῇ 12 Δεκεμβρίου 1913. xyxy=(592,1104,830,1130)
paragraph: Ἦτον ὄχι πολὺ ὀξυδερκῶς διὰ νὰ μὴ ἐνθυμεῖται ὅτι τὰ μεθέσματα διαθήματα τῆς ἀπολογητικῆς ἐξουσίας ἀπευθύνετο εἰς τὴν ἐσωτερικὴν κληρονομίαν. xyxy=(372,1564,582,1630)
ad-text: ΠΡΟΚΑΤΑΒΟΛΑΙ ΕΠΙ ΕΜΠΟΡΕΥΜΑΤΩΝ xyxy=(1207,1307,1459,1322)
ad-text: Ὁδὸς Δώρου ἀριθ. 10 Πλατεῖα Ὁμονοίας — Προσοχή — ἀριθμὸς 10 xyxy=(1143,1540,1543,1552)
ad-text: ΤΜΗΜΑ ΕΜΠΟΡΙΟΥ xyxy=(1269,1883,1401,1899)
ad-text: ΕΞΑΓΩΓΗ ὀδόντων καὶ ῥιζῶν ἄνευ πόνου διὰ τοπικῆς ἀναισθησίας. xyxy=(1147,1596,1496,1608)
paragraph: Τόσο, καὶ ὅσας προσπάθειας, ἡ τύχη μὲ ἐκάμε νὰ ἀνακαλύψω ὅτι ἡ ἀνυποψίαστον ὑπὸ τοῦ ἐκατακνήσεντος ἔρωτος ἦτο, ἀκόμη, ὅτι ἦσαν ἀκόμη ἐλεύθεροι, τὴν ψυχὴν δὲν ἔχει τὴν καρδίαν. xyxy=(152,913,362,992)
paragraph: ἔπη ἐπαναθέσουν εἰς τὴν ὁποίαν μελετῶ· θέλει πολὺ νὰ δυσοσαθῇ ἀπὸ τοῦ ὁ ὅτι λέγει ἀλλὰ ἐμέλλε τὸ ἔξης διὰ νὰ νοσῆ ἰσχυρῶς. xyxy=(372,897,582,950)
serial2-subtitle: Η ΑΛΙΚΗ Η ΤΑ ΜΥΣΤΗΡΙΑ xyxy=(258,857,476,875)
paragraph: Κατὰ Πέμπτην 4 μ. μ. διὰ Σῦρον, Ἄγιον Κήρυκον, Καρλόβασι, Βαθὺ, Χίον, Μυτιλήνην, Λῆμνον, Κῶ, Νίσυρον, Σύμην καὶ Ρόδον. xyxy=(1336,292,1580,345)
paragraph: Κατὰ τὴν αἴτησιν τοῦ ναυάρχου διὰ τὴν καταπίεσιν τὴς ἐπιστήμης καὶ τὸ πρόγραμμα τὸ καταρτισθὲν πρὸ διετίας. xyxy=(842,455,1078,495)
paragraph: Ἡ μέθοδος αὕτη δὲν εἶνε ὀψιτέρα τῆς σημερινῆς ἀλλὰ ἀπὸ πολλῶν ἐτῶν ἦτο εἰς χρῆσιν εἰς τὴν Κίναν. xyxy=(592,461,830,501)
masthead: ΕΜΠΡΟΣ xyxy=(736,60,864,87)
paragraph: Ἐκ τῆς μελέτης ταύτης προκύπτει ὅτι πολλαὶ γυναῖκες τῆς Ἀγγλίας κατέχουν ἰδιαιτέρως κοσμήματα μεγάλης ἀξίας. xyxy=(592,725,830,764)
paragraph: Ἔτσι οἱ λόγοι τῆς Ἀλίκης ἦσαν ἐλεύθεροι καὶ ἀσφαλέστεροι ἀπέναντι τῆς ἐρωμένης καὶ ὁ Μαλτράβερ ἐξεδόθῃ ὑπέρ τοῦ πρωτίστου λόγου, ὅτι ἡ ἀγωγὴ ἀπέδωκε τὴν ἐνεργείαν ἐκείνην τῆς θέσεως. xyxy=(372,1428,582,1507)
paragraph: Μία ἐπαρκὴ ἡ Μικρὰ ἐκ τῆς μητρός, μόλις εἶχε τὴν ἀντίστασιν νὰ μὴ ἀποδέχεται τὸν ἐκλεκτὸν θεωρίαν. xyxy=(372,1387,582,1426)
paragraph: Ἡ Ἐβελίνα ἠδύνατο νὰ διστάζη; Ἡ Ἐβελίνα ἦτον ἀμφιβάλλη; Νὰ κάθησαν εἰς τὸν φόβον, νὰ εἴπασθε ὅτι αὐτὴ εἶνε τὸ ἄνθρωπον τοῦ ὁποίου ἡ διαγωγὴ τῆς ἐφαίνετο ὑπὸ γυναῖκα τῆς ἐξωτερικῆς κοινωνίας ἀλλὰ ἐννοῶ σύμφωνα πρὸς τὴν ἀλήθειαν. xyxy=(372,1007,582,1099)
paragraph: Ἀκριβὲς ἀντίγραφον. Μυτιλήνη τῇ 21 Μαρτίου 1914. Οἱ πληρεξούσιοι δικηγόροι Γ. ΠΕΤΡΟΝΑΚΟΣ, ΜΙΧ. ΜΑΛΑΚΑΣ xyxy=(592,1193,830,1232)
ad-text: ΜΟΝΟΝ xyxy=(689,1269,733,1282)
paragraph: Κατὰ Σάββατον 8 μ. μ. ἀτμόπλοιον «Ὑπερσχία» καὶ εὐθεῖαι Πάτραι, Ζάκυνθον, Ἀργοστόλιον. xyxy=(1336,388,1580,427)
news-section-header: ΝΕΑ & ΠΕΡΙΕΡΓΑ ΜΙΚΡΑ - ΜΙΚΡΑ xyxy=(592,104,1080,136)
ad-text: ΠΡΟΕΞΟΦΗΣΕΙΣ ΣΥΝΑΛΛΑΓΜΑΤΙΚΩΝ ΕΠΙ ΓΑΛΛΙΑΣ xyxy=(1167,1368,1499,1383)
paragraph: Ὁ Βαγγυὰθ εἰς τὸ ἔπιστολιν, ἀλλὰ ὁπότε τὸ ἐπέτρεψεν καθὼς ὁ ἰατρὸς ἐπανέλθη ἕτοιμος νὰ παρηγορήσῃ τὴν κυρίαν. xyxy=(372,1510,582,1562)
paragraph: Ὑπὸ τὸ πρόσχημα τοῦ ἐλευσιτέρου γνώματος τὸ ὁποῖον ἐδόθη ποτὲ... ἀπήντησε ὁ ἰατρός. xyxy=(372,286,582,326)
ad-text: ΤΙΜΑΙ ΜΕΤΡΙΩΤΑΤΑΙ xyxy=(1147,1654,1269,1666)
signature: Ὁ Πρόεδρος xyxy=(678,1132,744,1145)
ad-title: ΑΝΟΙΓΜΑ ΠΙΣΤΩΣΕΩΝ xyxy=(1161,1256,1505,1292)
ad-text: ΤΜΗΜΑ ΤΡΑΠΕΖΙΚΟΝ xyxy=(1262,1867,1408,1883)
signature: Π. ΜΑΝΟΥΣΟΠΟΥΛΟΣ xyxy=(898,1024,1022,1037)
serial-title: ΗΤΟ ΓΡΑΦΤΟ! xyxy=(152,126,582,174)
paragraph: τῆς ὑπ' ἀριθ. 423 τῆς 26 Φεβρουαρίου 1914 ἀποφάσεως τοῦ Δικαστηρίου τῶν ἐν Ἀθήναις Πρωτοδικῶν ἐκδοθείσης μεταξὺ τοῦ ἐνάγοντος Δημητρίου Π. Νίκα καὶ τοῦ ἐναγομένου. xyxy=(842,831,1078,897)
paragraph: Ἐχθρὸς συνομιλήσας εἰς τὴν πειραματικήν, καὶ ὁ ὁποῖος θὰ ἐπέτρεπε νὰ κατασταθῇ εἰς τὴν ἀνάγκην τῆς ἀγάπης της, θὰ ἦτο ἀγαθὸς καὶ θὰ ἐπανέλθῃ εἰς τὴν ζωὴν ἐπιρρεπείας. xyxy=(372,1101,582,1180)
paragraph: Ἡ ἐφημερὶς «Νεῖλο» Μαθὼν ἀγγέλλει ὅτι εἰς ἰατρὸς τῆς Κολωνίας κατώρθωσε νὰ θεραπεύῃ διὰ τοῦ ῥαδίου τοὺς καρκίνους. xyxy=(902,138,1078,203)
paragraph: Κατὰ Τρίτην 8 μ. μ. ΓΡΑΜΜΗ ΚΥΘΗΡΩΝ Γυθείου. xyxy=(1336,252,1580,278)
paragraph: Ὁδηγίαι δίδει τόσον ὁ Κάουσαν διὰ τῶν ὀστέων καὶ τῶν νεύρων ὁ ὀργανισμὸς τὴν ἀνάπτυξιν τοῦ καρκίνου. xyxy=(842,247,1078,287)
dentist-ad xyxy=(1128,1475,1558,1725)
ad-text: ΠΡΑΚΤΟΡΕΙΑ ἐν Αἰγίῳ, Ναυπλίῳ καὶ Ἀμαλιάδι. xyxy=(1100,1836,1430,1850)
signature: Ὁ ὑπογραμματεὺς xyxy=(912,1040,1008,1053)
paragraph: Ὑποχρεοῖ τὸν ἐναγόμενον ἵνα διὰ τὴν ἐπιστροφὴν τῆς προικὸς καταβάλῃ δραχμὰς 284 καὶ 20/100. xyxy=(842,611,1078,650)
crest-icon xyxy=(1137,1484,1193,1540)
